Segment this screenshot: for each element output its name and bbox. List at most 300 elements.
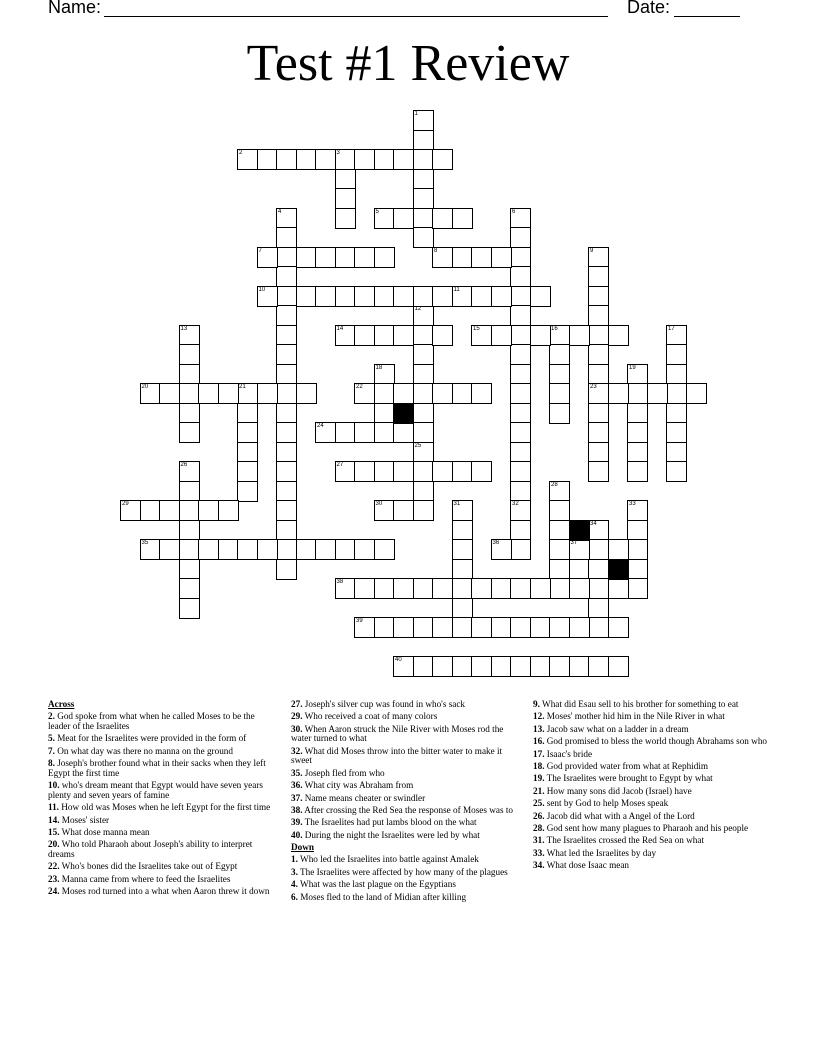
grid-cell[interactable]	[276, 305, 297, 326]
grid-cell[interactable]	[374, 286, 395, 307]
clue-item	[533, 824, 768, 834]
grid-cell[interactable]	[452, 286, 473, 307]
grid-cell[interactable]	[530, 578, 551, 599]
grid-cell[interactable]	[452, 208, 473, 229]
grid-cell[interactable]	[569, 578, 590, 599]
grid-cell[interactable]	[354, 461, 375, 482]
grid-cell[interactable]	[413, 325, 434, 346]
grid-cell[interactable]	[179, 461, 200, 482]
grid-cell[interactable]	[393, 286, 414, 307]
grid-cell[interactable]	[666, 461, 687, 482]
clue-item	[48, 712, 276, 731]
grid-cell[interactable]	[588, 325, 609, 346]
grid-cell[interactable]	[354, 578, 375, 599]
grid-cell[interactable]	[237, 461, 258, 482]
grid-cell[interactable]	[335, 286, 356, 307]
grid-cell[interactable]	[452, 656, 473, 677]
grid-cell[interactable]	[588, 598, 609, 619]
grid-cell[interactable]	[569, 656, 590, 677]
grid-cell[interactable]	[315, 422, 336, 443]
grid-cell[interactable]	[452, 539, 473, 560]
grid-cell[interactable]	[159, 500, 180, 521]
grid-cell[interactable]	[549, 383, 570, 404]
grid-cell[interactable]	[120, 500, 141, 521]
grid-cell[interactable]	[179, 383, 200, 404]
grid-cell[interactable]	[179, 364, 200, 385]
grid-cell[interactable]	[627, 539, 648, 560]
clue-number-label: 34.	[533, 860, 545, 871]
grid-cell[interactable]	[452, 617, 473, 638]
grid-cell[interactable]	[237, 403, 258, 424]
grid-cell[interactable]	[510, 539, 531, 560]
grid-cell[interactable]	[588, 656, 609, 677]
grid-cell[interactable]	[432, 325, 453, 346]
grid-cell[interactable]	[510, 383, 531, 404]
grid-cell[interactable]	[413, 578, 434, 599]
grid-cell[interactable]	[140, 383, 161, 404]
grid-cell[interactable]	[627, 500, 648, 521]
grid-cell[interactable]	[432, 149, 453, 170]
grid-cell[interactable]	[335, 422, 356, 443]
grid-cell[interactable]	[452, 461, 473, 482]
grid-cell[interactable]	[432, 656, 453, 677]
grid-cell[interactable]	[413, 149, 434, 170]
grid-cell[interactable]	[588, 617, 609, 638]
clue-text: The Israelites were affected by how many of the plagues	[297, 866, 508, 877]
name-label: Name:	[48, 0, 102, 17]
grid-cell[interactable]	[374, 617, 395, 638]
grid-cell[interactable]	[335, 539, 356, 560]
grid-cell[interactable]	[393, 149, 414, 170]
grid-cell[interactable]	[198, 500, 219, 521]
grid-cell[interactable]	[276, 403, 297, 424]
grid-cell[interactable]	[627, 461, 648, 482]
grid-cell[interactable]	[257, 149, 278, 170]
grid-cell[interactable]	[276, 481, 297, 502]
grid-cell[interactable]	[510, 227, 531, 248]
grid-cell[interactable]	[393, 500, 414, 521]
grid-cell[interactable]	[510, 500, 531, 521]
grid-cell[interactable]	[471, 286, 492, 307]
grid-cell[interactable]	[588, 559, 609, 580]
grid-cell[interactable]	[374, 422, 395, 443]
grid-cell[interactable]	[335, 149, 356, 170]
grid-cell[interactable]	[588, 403, 609, 424]
grid-cell[interactable]	[237, 481, 258, 502]
grid-cell[interactable]	[452, 578, 473, 599]
grid-cell[interactable]	[374, 403, 395, 424]
grid-cell[interactable]	[159, 383, 180, 404]
grid-cell[interactable]	[549, 539, 570, 560]
clue-text: After crossing the Red Sea the response of Moses was to	[302, 804, 513, 815]
clue-text: What city was Abraham from	[302, 780, 414, 791]
grid-cell[interactable]	[374, 500, 395, 521]
grid-cell[interactable]	[335, 208, 356, 229]
grid-cell[interactable]	[296, 149, 317, 170]
clue-text: The Israelites crossed the Red Sea on what	[544, 835, 705, 846]
grid-cell[interactable]	[588, 286, 609, 307]
clue-number-label: 2.	[48, 711, 55, 722]
grid-cell[interactable]	[198, 383, 219, 404]
clue-text: Moses rod turned into a what when Aaron threw it down	[59, 886, 270, 897]
grid-cell[interactable]	[549, 403, 570, 424]
grid-cell[interactable]	[374, 325, 395, 346]
grid-cell[interactable]	[276, 559, 297, 580]
grid-cell[interactable]	[413, 110, 434, 131]
grid-cell[interactable]	[413, 344, 434, 365]
grid-cell[interactable]	[276, 520, 297, 541]
grid-cell[interactable]	[588, 305, 609, 326]
clue-number: 24	[317, 423, 324, 429]
grid-cell[interactable]	[354, 286, 375, 307]
grid-cell[interactable]	[588, 442, 609, 463]
clue-item	[291, 880, 519, 890]
grid-cell[interactable]	[510, 364, 531, 385]
grid-cell[interactable]	[510, 422, 531, 443]
grid-cell[interactable]	[374, 383, 395, 404]
grid-cell[interactable]	[393, 578, 414, 599]
grid-cell[interactable]	[276, 500, 297, 521]
grid-cell[interactable]	[588, 461, 609, 482]
grid-cell[interactable]	[686, 383, 707, 404]
grid-cell[interactable]	[413, 305, 434, 326]
grid-cell[interactable]	[296, 383, 317, 404]
grid-cell[interactable]	[276, 422, 297, 443]
grid-cell[interactable]	[491, 539, 512, 560]
grid-cell[interactable]	[510, 481, 531, 502]
grid-cell[interactable]	[549, 481, 570, 502]
grid-cell[interactable]	[432, 461, 453, 482]
grid-cell[interactable]	[374, 539, 395, 560]
grid-cell[interactable]	[296, 539, 317, 560]
grid-cell[interactable]	[432, 383, 453, 404]
grid-cell[interactable]	[335, 325, 356, 346]
grid-cell[interactable]	[471, 578, 492, 599]
grid-cell[interactable]	[374, 149, 395, 170]
grid-cell[interactable]	[354, 539, 375, 560]
grid-cell[interactable]	[296, 247, 317, 268]
grid-cell[interactable]	[198, 539, 219, 560]
grid-cell[interactable]	[549, 344, 570, 365]
grid-cell[interactable]	[471, 656, 492, 677]
grid-cell[interactable]	[471, 325, 492, 346]
grid-cell[interactable]	[276, 266, 297, 287]
grid-cell[interactable]	[588, 247, 609, 268]
grid-cell[interactable]	[413, 364, 434, 385]
grid-cell[interactable]	[179, 325, 200, 346]
grid-cell[interactable]	[315, 149, 336, 170]
grid-cell[interactable]	[257, 247, 278, 268]
grid-cell[interactable]	[354, 325, 375, 346]
grid-cell[interactable]	[413, 656, 434, 677]
grid-cell[interactable]	[452, 520, 473, 541]
grid-cell[interactable]	[413, 617, 434, 638]
grid-cell[interactable]	[666, 325, 687, 346]
grid-cell[interactable]	[510, 461, 531, 482]
grid-cell[interactable]	[179, 422, 200, 443]
grid-cell[interactable]	[510, 578, 531, 599]
grid-cell[interactable]	[237, 149, 258, 170]
grid-cell[interactable]	[374, 208, 395, 229]
grid-cell[interactable]	[413, 442, 434, 463]
grid-cell[interactable]	[588, 364, 609, 385]
grid-cell[interactable]	[530, 286, 551, 307]
grid-cell[interactable]	[627, 403, 648, 424]
grid-cell[interactable]	[588, 539, 609, 560]
grid-cell[interactable]	[413, 403, 434, 424]
grid-cell[interactable]	[140, 500, 161, 521]
grid-cell[interactable]	[296, 286, 317, 307]
grid-cell[interactable]	[335, 169, 356, 190]
grid-cell[interactable]	[549, 656, 570, 677]
grid-cell[interactable]	[413, 286, 434, 307]
grid-cell[interactable]	[413, 383, 434, 404]
name-line[interactable]	[104, 16, 608, 17]
date-line[interactable]	[674, 16, 740, 17]
grid-cell[interactable]	[549, 325, 570, 346]
grid-cell[interactable]	[354, 383, 375, 404]
clue-item	[48, 862, 276, 872]
grid-cell[interactable]	[276, 227, 297, 248]
grid-cell[interactable]	[257, 286, 278, 307]
grid-cell[interactable]	[140, 539, 161, 560]
grid-cell[interactable]	[393, 208, 414, 229]
clue-item	[291, 818, 519, 828]
grid-cell[interactable]	[647, 383, 668, 404]
grid-cell[interactable]	[608, 325, 629, 346]
grid-cell[interactable]	[608, 539, 629, 560]
grid-cell[interactable]	[218, 500, 239, 521]
grid-cell[interactable]	[237, 539, 258, 560]
grid-cell[interactable]	[549, 364, 570, 385]
grid-cell[interactable]	[510, 266, 531, 287]
grid-cell[interactable]	[413, 227, 434, 248]
clue-item	[291, 769, 519, 779]
grid-cell[interactable]	[179, 559, 200, 580]
clue-number-label: 6.	[291, 891, 298, 902]
grid-cell[interactable]	[354, 422, 375, 443]
clue-text: Who's bones did the Israelites take out of Egypt	[59, 861, 238, 872]
grid-cell[interactable]	[491, 617, 512, 638]
grid-cell[interactable]	[237, 442, 258, 463]
grid-cell[interactable]	[549, 578, 570, 599]
grid-cell[interactable]	[588, 422, 609, 443]
grid-cell[interactable]	[179, 500, 200, 521]
grid-cell[interactable]	[413, 461, 434, 482]
grid-cell[interactable]	[608, 656, 629, 677]
clue-item	[533, 762, 768, 772]
clue-number-label: 11.	[48, 802, 59, 813]
grid-cell[interactable]	[413, 481, 434, 502]
grid-cell[interactable]	[315, 286, 336, 307]
grid-cell[interactable]	[276, 208, 297, 229]
grid-cell[interactable]	[471, 461, 492, 482]
grid-cell[interactable]	[432, 208, 453, 229]
grid-cell[interactable]	[276, 442, 297, 463]
grid-cell[interactable]	[432, 247, 453, 268]
grid-cell[interactable]	[374, 247, 395, 268]
grid-cell[interactable]	[452, 559, 473, 580]
grid-cell[interactable]	[374, 461, 395, 482]
grid-cell[interactable]	[627, 364, 648, 385]
grid-cell[interactable]	[549, 617, 570, 638]
grid-cell[interactable]	[608, 383, 629, 404]
grid-cell[interactable]	[257, 539, 278, 560]
grid-cell[interactable]	[627, 559, 648, 580]
grid-cell[interactable]	[471, 383, 492, 404]
grid-cell[interactable]	[335, 247, 356, 268]
grid-cell[interactable]	[335, 578, 356, 599]
grid-cell[interactable]	[374, 578, 395, 599]
black-square	[569, 520, 590, 541]
clue-text: Who led the Israelites into battle against Amalek	[297, 854, 479, 865]
grid-cell[interactable]	[627, 422, 648, 443]
grid-cell[interactable]	[666, 383, 687, 404]
grid-cell[interactable]	[666, 403, 687, 424]
grid-cell[interactable]	[179, 598, 200, 619]
grid-cell[interactable]	[569, 617, 590, 638]
grid-cell[interactable]	[588, 520, 609, 541]
grid-cell[interactable]	[491, 247, 512, 268]
clue-item	[48, 840, 276, 859]
grid-cell[interactable]	[276, 149, 297, 170]
grid-cell[interactable]	[569, 325, 590, 346]
grid-cell[interactable]	[335, 188, 356, 209]
grid-cell[interactable]	[276, 364, 297, 385]
grid-cell[interactable]	[393, 422, 414, 443]
grid-cell[interactable]	[393, 383, 414, 404]
clue-text: Manna came from where to feed the Israelites	[59, 873, 231, 884]
grid-cell[interactable]	[179, 344, 200, 365]
grid-cell[interactable]	[471, 247, 492, 268]
grid-cell[interactable]	[510, 403, 531, 424]
grid-cell[interactable]	[666, 422, 687, 443]
clue-number: 3	[336, 150, 340, 156]
grid-cell[interactable]	[237, 383, 258, 404]
grid-cell[interactable]	[218, 539, 239, 560]
grid-cell[interactable]	[393, 656, 414, 677]
grid-cell[interactable]	[510, 247, 531, 268]
grid-cell[interactable]	[374, 364, 395, 385]
grid-cell[interactable]	[276, 344, 297, 365]
grid-cell[interactable]	[276, 383, 297, 404]
clue-number-label: 22.	[48, 861, 60, 872]
grid-cell[interactable]	[413, 188, 434, 209]
grid-cell[interactable]	[179, 578, 200, 599]
grid-cell[interactable]	[510, 344, 531, 365]
grid-cell[interactable]	[393, 325, 414, 346]
grid-cell[interactable]	[315, 247, 336, 268]
grid-cell[interactable]	[666, 344, 687, 365]
grid-cell[interactable]	[549, 500, 570, 521]
grid-cell[interactable]	[452, 598, 473, 619]
grid-cell[interactable]	[276, 539, 297, 560]
grid-cell[interactable]	[510, 442, 531, 463]
grid-cell[interactable]	[393, 461, 414, 482]
grid-cell[interactable]	[608, 617, 629, 638]
grid-cell[interactable]	[491, 656, 512, 677]
grid-cell[interactable]	[510, 208, 531, 229]
grid-cell[interactable]	[179, 520, 200, 541]
grid-cell[interactable]	[413, 500, 434, 521]
grid-cell[interactable]	[335, 461, 356, 482]
grid-cell[interactable]	[413, 422, 434, 443]
grid-cell[interactable]	[510, 286, 531, 307]
grid-cell[interactable]	[510, 520, 531, 541]
grid-cell[interactable]	[354, 247, 375, 268]
grid-cell[interactable]	[315, 539, 336, 560]
grid-cell[interactable]	[354, 617, 375, 638]
grid-cell[interactable]	[393, 617, 414, 638]
grid-cell[interactable]	[510, 305, 531, 326]
grid-cell[interactable]	[276, 247, 297, 268]
grid-cell[interactable]	[432, 286, 453, 307]
grid-cell[interactable]	[452, 247, 473, 268]
grid-cell[interactable]	[471, 617, 492, 638]
grid-cell[interactable]	[179, 539, 200, 560]
clue-number-label: 12.	[533, 711, 545, 722]
clue-number-label: 29.	[291, 711, 303, 722]
grid-cell[interactable]	[666, 442, 687, 463]
grid-cell[interactable]	[491, 325, 512, 346]
grid-cell[interactable]	[588, 344, 609, 365]
grid-cell[interactable]	[608, 578, 629, 599]
grid-cell[interactable]	[510, 656, 531, 677]
grid-cell[interactable]	[627, 383, 648, 404]
grid-cell[interactable]	[588, 266, 609, 287]
grid-cell[interactable]	[452, 500, 473, 521]
grid-cell[interactable]	[549, 559, 570, 580]
grid-cell[interactable]	[627, 442, 648, 463]
grid-cell[interactable]	[666, 364, 687, 385]
grid-cell[interactable]	[179, 403, 200, 424]
grid-cell[interactable]	[510, 325, 531, 346]
grid-cell[interactable]	[413, 169, 434, 190]
grid-cell[interactable]	[276, 325, 297, 346]
grid-cell[interactable]	[432, 578, 453, 599]
grid-cell[interactable]	[276, 286, 297, 307]
grid-cell[interactable]	[432, 617, 453, 638]
clue-item	[291, 893, 519, 903]
grid-cell[interactable]	[218, 383, 239, 404]
grid-cell[interactable]	[257, 383, 278, 404]
grid-cell[interactable]	[588, 383, 609, 404]
grid-cell[interactable]	[276, 461, 297, 482]
grid-cell[interactable]	[530, 656, 551, 677]
grid-cell[interactable]	[491, 578, 512, 599]
clue-number: 12	[414, 306, 422, 312]
grid-cell[interactable]	[491, 286, 512, 307]
clue-number: 21	[239, 384, 246, 390]
grid-cell[interactable]	[237, 422, 258, 443]
grid-cell[interactable]	[588, 578, 609, 599]
grid-cell[interactable]	[179, 481, 200, 502]
grid-cell[interactable]	[159, 539, 180, 560]
grid-cell[interactable]	[549, 520, 570, 541]
grid-cell[interactable]	[530, 617, 551, 638]
grid-cell[interactable]	[452, 383, 473, 404]
clue-text: What did Moses throw into the bitter water to make it sweet	[291, 745, 503, 766]
grid-cell[interactable]	[569, 539, 590, 560]
grid-cell[interactable]	[354, 149, 375, 170]
grid-cell[interactable]	[510, 617, 531, 638]
grid-cell[interactable]	[413, 130, 434, 151]
grid-cell[interactable]	[627, 520, 648, 541]
clue-item	[48, 734, 276, 744]
grid-cell[interactable]	[627, 578, 648, 599]
grid-cell[interactable]	[413, 208, 434, 229]
grid-cell[interactable]	[530, 325, 551, 346]
